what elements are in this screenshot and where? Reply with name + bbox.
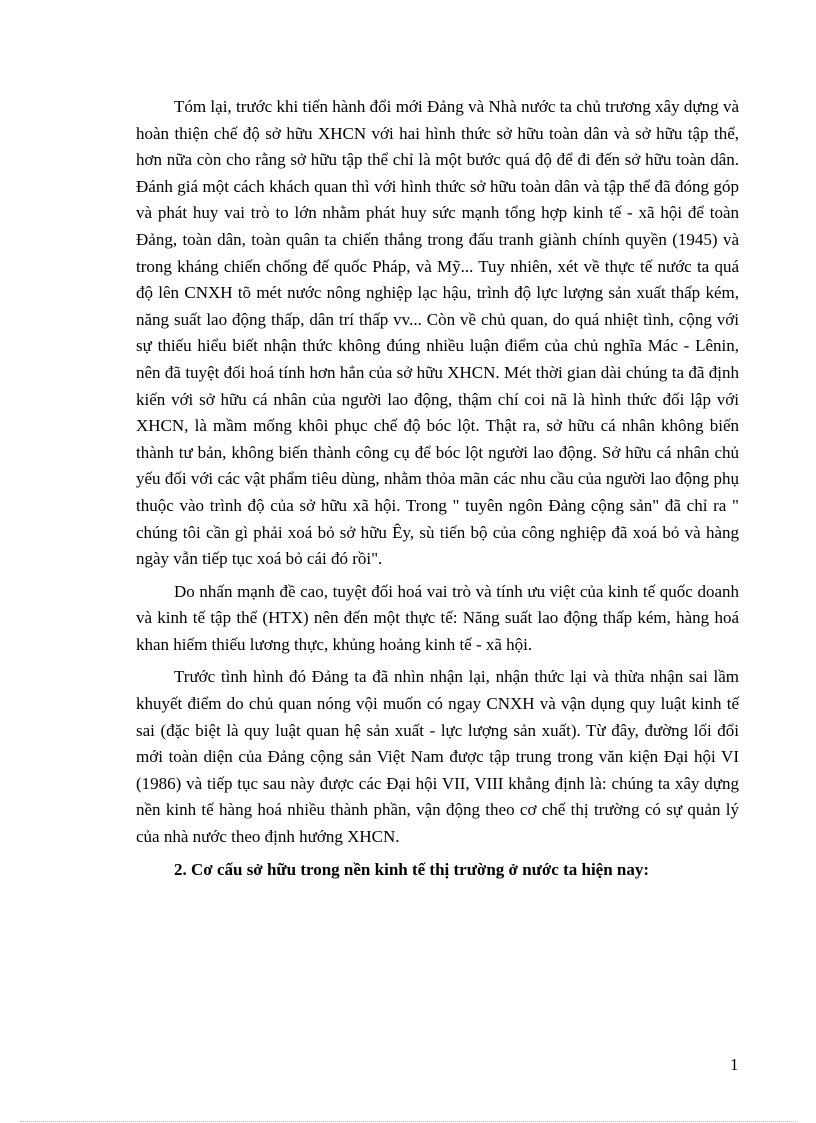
section-heading: 2. Cơ cấu sở hữu trong nền kinh tế thị trường ở nước ta hiện nay: (174, 859, 650, 879)
page-number: 1 (730, 1055, 739, 1074)
page-bottom-divider (20, 1121, 796, 1122)
paragraph-summary: Tóm lại, trước khi tiến hành đổi mới Đảng và Nhà nước ta chủ trương xây dựng và hoàn thiện chế độ sở hữu XHCN với hai hình thức sở hữu toàn dân và sở hữu tập thể, hơn nữa còn cho rằng sở hữu tập thể chỉ là một bước quá độ để đi đến sở hữu toàn dân. Đánh giá một cách khách quan thì với hình thức sở hữu toàn dân và tập thể đã đóng góp và phát huy vai trò to lớn nhằm phát huy sức mạnh tổng hợp kinh tế - xã hội để toàn Đảng, toàn dân, toàn quân ta chiến thắng trong đấu tranh giành chính quyền (1945) và trong kháng chiến chống đế quốc Pháp, và Mỹ... Tuy nhiên, xét về thực tế nước ta quá độ lên CNXH tõ mét nước nông nghiệp lạc hậu, trình độ lực lượng sản xuất thấp kém, năng suất lao động thấp, dân trí thấp vv... Còn về chủ quan, do quá nhiệt tình, cộng với sự thiếu hiểu biết nhận thức không đúng nhiều luận điểm của chủ nghĩa Mác - Lênin, nên đã tuyệt đối hoá tính hơn hẳn của sở hữu XHCN. Mét thời gian dài chúng ta đã định kiến với sở hữu cá nhân của người lao động, thậm chí coi nã là hình thức đối lập với XHCN, là mầm mống khôi phục chế độ bóc lột. Thật ra, sở hữu cá nhân không biến thành tư bản, không biến thành công cụ để bóc lột người lao động. Sở hữu cá nhân chủ yếu đối với các vật phẩm tiêu dùng, nhằm thỏa mãn các nhu cầu của người lao động phụ thuộc vào trình độ của sở hữu xã hội. Trong " tuyên ngôn Đảng cộng sản" đã chỉ ra " chúng tôi cần gì phải xoá bỏ sở hữu Êy, sù tiến bộ của công nghiệp đã xoá bỏ và hàng ngày vẫn tiếp tục xoá bỏ cái đó rồi". (136, 97, 739, 569)
paragraph-renovation: Trước tình hình đó Đảng ta đã nhìn nhận lại, nhận thức lại và thừa nhận sai lầm khuyết điểm do chủ quan nóng vội muốn có ngay CNXH và vận dụng quy luật kinh tế sai (đặc biệt là quy luật quan hệ sản xuất - lực lượng sản xuất). Từ đây, đường lối đổi mới toàn diện của Đảng cộng sản Việt Nam được tập trung trong văn kiện Đại hội VI (1986) và tiếp tục sau này được các Đại hội VII, VIII khẳng định là: chúng ta xây dựng nền kinh tế hàng hoá nhiều thành phần, vận động theo cơ chế thị trường có sự quản lý của nhà nước theo định hướng XHCN. (136, 667, 739, 847)
paragraph-emphasis: Do nhấn mạnh đề cao, tuyệt đối hoá vai trò và tính ưu việt của kinh tế quốc doanh và kinh tế tập thể (HTX) nên đến một thực tế: Năng suất lao động thấp kém, hàng hoá khan hiếm thiếu lương thực, khủng hoảng kinh tế - xã hội. (136, 581, 739, 654)
document-body (136, 94, 739, 883)
